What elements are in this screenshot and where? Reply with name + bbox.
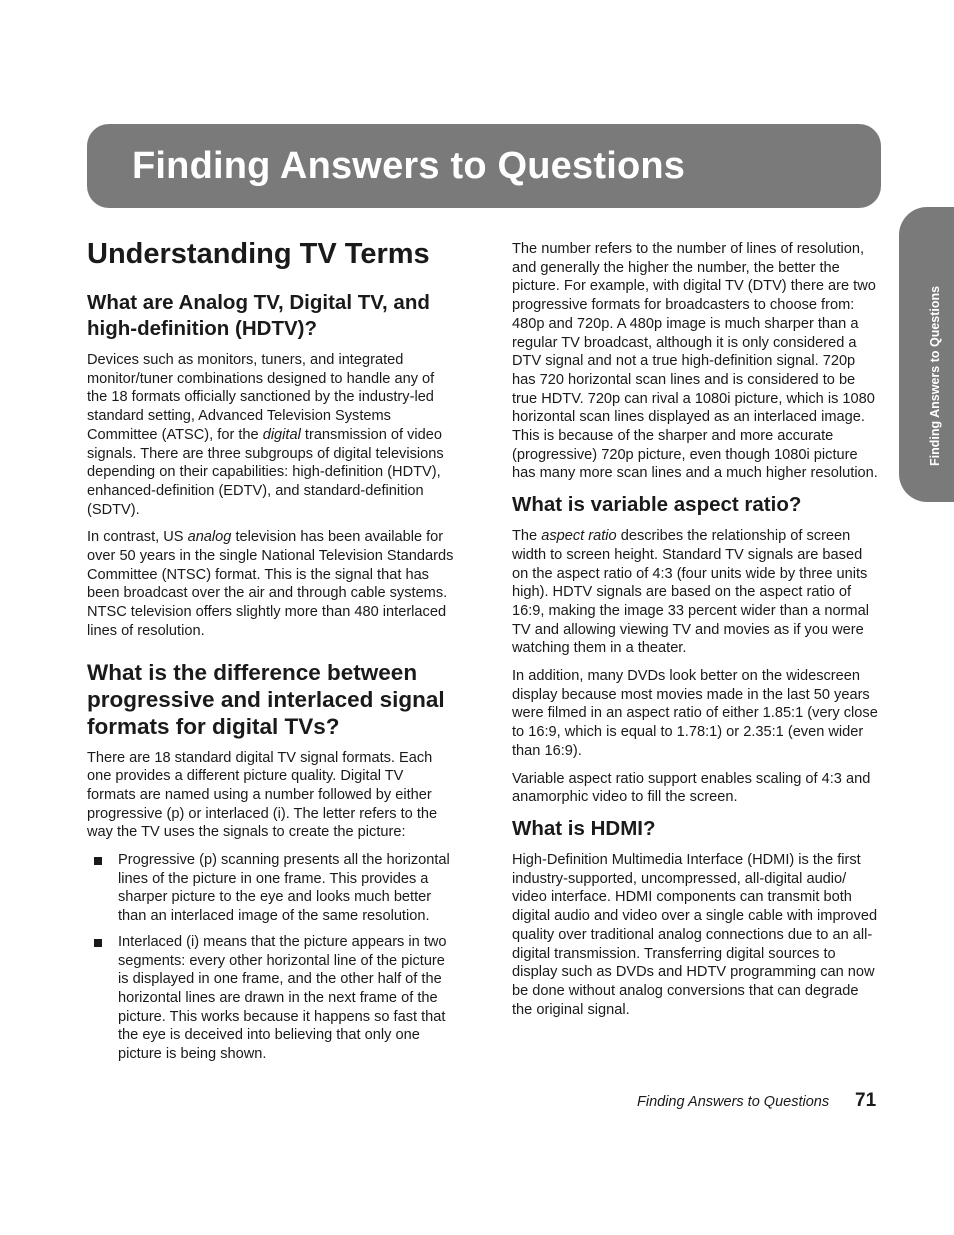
bullet-square-icon (94, 939, 102, 947)
bullet-square-icon (94, 857, 102, 865)
paragraph-analog-definition: In contrast, US analog television has been available for over 50 years in the single National Television Standards Committee (NTSC) format. This is the signal that has been broadcast over the air and through cable systems. NTSC television offers slightly more than 480 interlaced lines of resolution. (87, 529, 454, 639)
list-item: Interlaced (i) means that the picture appears in two segments: every other horizontal line of the picture is displayed in one frame, and the other half of the horizontal lines are drawn in the next frame of the picture. This works because it happens so fast that the eye is deceived into believing that only one picture is being shown. (87, 933, 455, 1064)
page-number: 71 (855, 1090, 877, 1111)
side-chapter-tab (899, 207, 954, 502)
side-tab-label: Finding Answers to Questions (928, 285, 942, 466)
list-item: Progressive (p) scanning presents all the horizontal lines of the picture in one frame. This provides a sharper picture to the eye and looks much better than an interlaced image of the same resolution. (87, 851, 455, 926)
paragraph-aspect-ratio: The aspect ratio describes the relationship of screen width to screen height. Standard TV signals are based on the aspect ratio of 4:3 (four units wide by three units high). HDTV signals are based on the aspect ratio of 16:9, making the image 33 percent wider than a normal TV and allowing viewing TV and movies as if you were watching them in a theater. (512, 528, 869, 657)
paragraph-digital-definition: Devices such as monitors, tuners, and integrated monitor/tuner combinations designed to handle any of the 18 formats officially sanctioned by the industry-led standard setting, Advanced Television Systems Committee (ATSC), for the digital transmission of video signals. There are three subgroups of digital televisions depending on their capabilities: high-definition (HDTV), enhanced-definition (EDTV), and standard-definition (SDTV). (87, 352, 444, 518)
section-title: Understanding TV Terms (87, 238, 430, 270)
chapter-title: Finding Answers to Questions (132, 145, 686, 187)
heading-variable-aspect-ratio: What is variable aspect ratio? (512, 493, 802, 517)
bullet-list (87, 851, 455, 1064)
paragraph-lines-of-resolution: The number refers to the number of lines of resolution, and generally the higher the number, the better the picture. For example, with digital TV (DTV) there are two progressive formats for broadcasters to choose from: 480p and 720p. A 480p image is much sharper than a regular TV broadcast, although it is only considered a DTV signal and not a true high-definition signal. 720p has 720 horizontal scan lines and is considered to be true HDTV. 720p can rival a 1080i picture, which is 1080 horizontal scan lines displayed as an interlaced image. This is because of the sharper and more accurate (progressive) 720p picture, even though 1080i picture has many more scan lines and a much higher resolution. (512, 241, 878, 482)
heading-hdmi: What is HDMI? (512, 816, 656, 840)
paragraph-hdmi: High-Definition Multimedia Interface (HDMI) is the first industry-supported, uncompressed, all-digital audio/ video interface. HDMI components can transmit both digital audio and video over a single cable with improved quality over traditional analog connections due to an all-digital transmission. Transferring digital sources to display such as DVDs and HDTV programming can now be done without analog conversions that can degrade the original signal. (512, 851, 878, 1018)
paragraph-scaling: Variable aspect ratio support enables scaling of 4:3 and anamorphic video to fill the screen. (512, 770, 871, 806)
paragraph-signal-formats: There are 18 standard digital TV signal formats. Each one provides a different picture quality. Digital TV formats are named using a number followed by either progressive (p) or interlaced (i). The letter refers to the way the TV uses the signals to create the picture: (87, 749, 438, 841)
paragraph-dvd-widescreen: In addition, many DVDs look better on the widescreen display because most movies made in the last 50 years were filmed in an aspect ratio of either 1.85:1 (very close to 16:9, which is equal to 1.78:1) or 2.35:1 (even wider than 16:9). (512, 668, 878, 759)
heading-analog-digital-hdtv: What are Analog TV, Digital TV, and high-definition (HDTV)? (87, 291, 430, 340)
footer-chapter-label: Finding Answers to Questions (637, 1094, 830, 1110)
heading-progressive-vs-interlaced: What is the difference between progressive and interlaced signal formats for digital TVs? (87, 659, 445, 739)
left-column (87, 236, 455, 1071)
right-column (512, 240, 880, 1028)
